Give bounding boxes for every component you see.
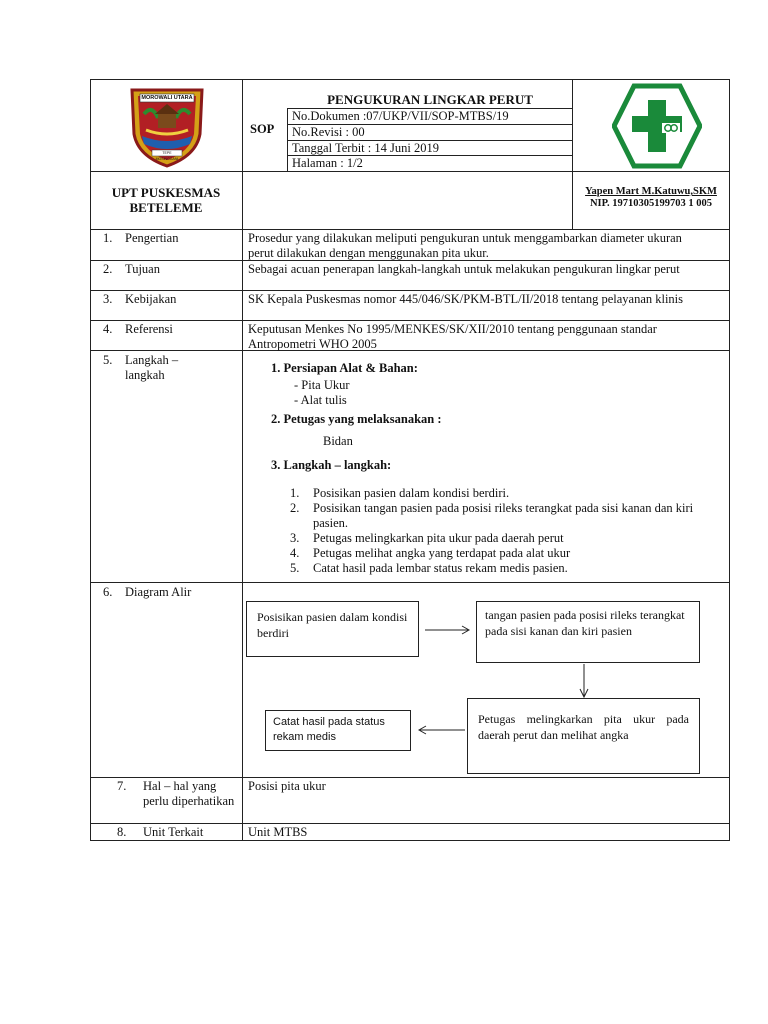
flow-box-3: Petugas melingkarkan pita ukur pada daerah perut dan melihat angka: [467, 698, 700, 774]
row-1-label: Pengertian: [125, 231, 179, 245]
signer-name: Yapen Mart M.Katuwu,SKM: [585, 186, 717, 197]
row-4-content: Keputusan Menkes No 1995/MENKES/SK/XII/2010 tentang penggunaan standar Antropometri WHO 2005: [248, 322, 657, 351]
row-7-label: Hal – hal yang perlu diperhatikan: [143, 779, 235, 808]
row-1-content: Prosedur yang dilakukan meliputi pengukuran untuk menggambarkan diameter ukuran perut dilakukan dengan menggunakan pita ukur.: [248, 231, 682, 260]
row-3-num: 3.: [103, 292, 113, 306]
row-3-label: Kebijakan: [125, 292, 177, 306]
row-3-content: SK Kepala Puskesmas nomor 445/046/SK/PKM-BTL/II/2018 tentang pelayanan klinis: [248, 292, 684, 306]
step-text: Petugas melingkarkan pita ukur pada daerah perut: [313, 531, 564, 545]
row-2-label: Tujuan: [125, 262, 160, 276]
page-number: Halaman : 1/2: [292, 156, 363, 170]
row-2-content: Sebagai acuan penerapan langkah-langkah untuk melakukan pengukuran lingkar perut: [248, 262, 680, 276]
sop-label: SOP: [250, 122, 275, 136]
step-number: 3.: [290, 531, 300, 545]
section-2-title: 2. Petugas yang melaksanakan :: [271, 412, 442, 426]
revision-number: No.Revisi : 00: [292, 125, 365, 139]
logo-name-text: MOROWALI UTARA: [141, 95, 193, 101]
step-number: 2.: [290, 501, 300, 515]
flow-box-1: Posisikan pasien dalam kondisi berdiri: [246, 601, 419, 657]
row-2-num: 2.: [103, 262, 113, 276]
page-title: PENGUKURAN LINGKAR PERUT: [327, 92, 533, 107]
flow-box-2: tangan pasien pada posisi rileks terangkat pada sisi kanan dan kiri pasien: [476, 601, 700, 663]
row-1-num: 1.: [103, 231, 113, 245]
row-7-content: Posisi pita ukur: [248, 779, 326, 793]
section-3-title: 3. Langkah – langkah:: [271, 458, 392, 472]
section-2-value: Bidan: [323, 434, 353, 448]
issue-date: Tanggal Terbit : 14 Juni 2019: [292, 141, 439, 155]
row-6-num: 6.: [103, 585, 113, 599]
row-5-label: Langkah – langkah: [125, 353, 179, 382]
row-8-content: Unit MTBS: [248, 825, 308, 839]
step-text: Posisikan pasien dalam kondisi berdiri.: [313, 486, 510, 500]
step-text: Posisikan tangan pasien pada posisi rileks terangkat pada sisi kanan dan kiri pasien.: [313, 501, 694, 530]
flow-box-4: Catat hasil pada status rekam medis: [265, 710, 411, 751]
row-8-label: Unit Terkait: [143, 825, 204, 839]
step-text: Catat hasil pada lembar status rekam medis pasien.: [313, 561, 568, 575]
section-1-item-2: - Alat tulis: [294, 393, 347, 407]
row-6-label: Diagram Alir: [125, 585, 192, 599]
row-7-num: 7.: [117, 779, 127, 793]
org-name-line1: UPT PUSKESMAS: [111, 185, 221, 200]
logo-motto-text: TEPE MOSINGGANI: [155, 151, 179, 161]
step-number: 4.: [290, 546, 300, 560]
row-5-num: 5.: [103, 353, 113, 367]
step-number: 1.: [290, 486, 300, 500]
signer-nip: NIP. 19710305199703 1 005: [589, 198, 713, 209]
row-4-num: 4.: [103, 322, 113, 336]
section-1-title: 1. Persiapan Alat & Bahan:: [271, 361, 418, 375]
doc-number: No.Dokumen :07/UKP/VII/SOP-MTBS/19: [292, 109, 509, 123]
step-number: 5.: [290, 561, 300, 575]
row-8-num: 8.: [117, 825, 127, 839]
row-4-label: Referensi: [125, 322, 173, 336]
org-name-line2: BETELEME: [129, 200, 203, 215]
section-1-item-1: - Pita Ukur: [294, 378, 350, 392]
step-text: Petugas melihat angka yang terdapat pada alat ukur: [313, 546, 571, 560]
